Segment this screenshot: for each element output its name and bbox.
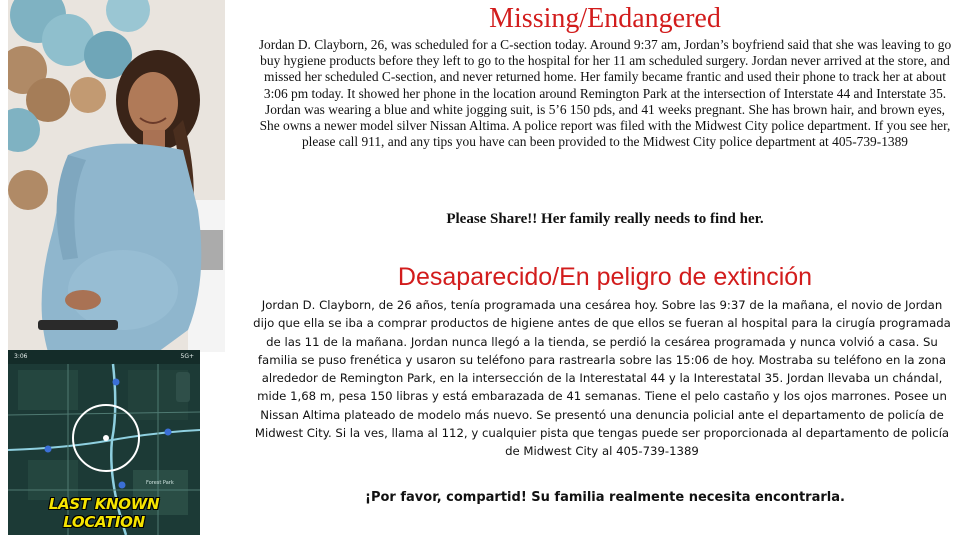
missing-person-photo (8, 0, 225, 352)
english-share-line: Please Share!! Her family really needs to find her. (446, 211, 764, 227)
map-place-label: Forest Park (146, 480, 174, 486)
status-time: 3:06 (14, 353, 28, 360)
map-caption: LAST KNOWN LOCATION (48, 495, 160, 531)
spanish-title: Desaparecido/En peligro de extinción (397, 263, 813, 291)
english-body (258, 37, 952, 150)
phone-status-bar (14, 353, 194, 360)
english-paragraph-2: Jordan was wearing a blue and white jogging suit, is 5’6 150 pds, and 41 weeks pregnant. She has brown hair, and brown eyes, She owns a newer model silver Nissan Altima. A police report was filed with the Midwest City police department. If you see her, please call 911, and any tips you have can been provided to the Midwest City police department at 405-739-1389 (259, 101, 951, 150)
english-paragraph-1: Jordan D. Clayborn, 26, was scheduled for a C-section today. Around 9:37 am, Jordan’s boyfriend said that she was leaving to go buy hygiene products before they left to go to the hospital for her 11 am scheduled surgery. Jordan never arrived at the store, and missed her scheduled C-section, and never returned home. Her family became frantic and used their phone to track her at about 3:06 pm today. It showed her phone in the location around Remington Park at the intersection of Interstate 44 and Interstate 35. (258, 37, 952, 101)
status-signal: 5G+ (180, 353, 194, 360)
photo-illustration (8, 0, 225, 352)
spanish-body: Jordan D. Clayborn, de 26 años, tenía programada una cesárea hoy. Sobre las 9:37 de la mañana, el novio de Jordan dijo que ella se iba a comprar productos de higiene antes de que ellos se fueran al hospital para la cirugía programada de las 11 de la mañana. Jordan nunca llegó a la tienda, se perdió la cesárea programada y nunca volvió a casa. Su familia se puso frenética y usaron su teléfono para rastrearla sobre las 15:06 de hoy. Mostraba su teléfono en la zona alrededor de Remington Park, en la intersección de la Interestatal 44 y la Interestatal 35. Jordan llevaba un chándal, mide 1,68 m, pesa 150 libras y está embarazada de 41 semanas. Tiene el pelo castaño y los ojos marrones. Posee un Nissan Altima plateado de modelo más nuevo. Se presentó una denuncia policial ante el departamento de policía de Midwest City. Si la ves, llama al 112, y cualquier pista que tengas puede ser proporcionada al departamento de policía de Midwest City al 405-739-1389 (253, 298, 951, 459)
english-title: Missing/Endangered (489, 3, 721, 34)
spanish-share-line: ¡Por favor, compartid! Su familia realmente necesita encontrarla. (365, 490, 845, 505)
last-known-location-map (8, 350, 200, 535)
